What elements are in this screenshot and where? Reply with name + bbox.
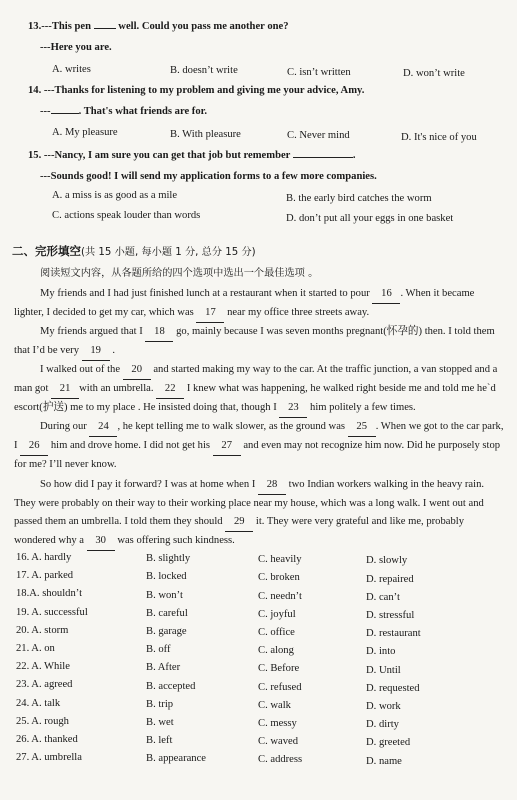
blank-24: 24 [89, 418, 117, 437]
choice-26-d: D. greeted [366, 737, 411, 749]
q13-reply: ---Here you are. [40, 42, 112, 53]
choice-25-c: C. messy [258, 718, 297, 729]
blank-25: 25 [348, 418, 376, 437]
choice-16-c: C. heavily [258, 554, 302, 566]
choice-19-b: B. careful [146, 607, 188, 619]
q14-option-a: A. My pleasure [52, 127, 118, 138]
choice-23-a: 23. A. agreed [16, 679, 73, 691]
q13-stem: 13.---This pen well. Could you pass me another one? [28, 21, 289, 32]
choice-21-a: 21. A. on [16, 643, 55, 654]
q13-option-d: D. won’t write [403, 68, 465, 79]
blank-27: 27 [213, 437, 241, 456]
choice-22-d: D. Until [366, 664, 401, 676]
choice-27-d: D. name [366, 755, 402, 767]
choice-18-d: D. can’t [366, 591, 400, 603]
choice-20-c: C. office [258, 627, 295, 638]
q13-option-a: A. writes [52, 64, 91, 75]
choice-21-d: D. into [366, 646, 396, 658]
choice-17-b: B. locked [146, 571, 187, 583]
choice-17-a: 17. A. parked [16, 570, 74, 582]
choice-16-d: D. slowly [366, 555, 408, 567]
choice-26-c: C. waved [258, 736, 299, 748]
q15-reply: ---Sounds good! I will send my application forms to a few more companies. [40, 171, 377, 182]
choice-22-c: C. Before [258, 663, 300, 675]
choice-20-d: D. restaurant [366, 628, 421, 640]
q15-option-a: A. a miss is as good as a mile [52, 190, 178, 201]
blank-19: 19 [82, 342, 110, 361]
choice-18-c: C. needn’t [258, 590, 302, 602]
choice-19-d: D. stressful [366, 609, 415, 621]
blank-20: 20 [123, 361, 151, 380]
choice-16-a: 16. A. hardly [16, 552, 72, 563]
passage-p2: My friends argued that I 18 go, mainly because I was seven months pregnant(怀孕的) then. I told them that I’d be very 19 . [14, 323, 504, 361]
q15-stem: 15. ---Nancy, I am sure you can get that job but remember . [28, 150, 356, 161]
choice-18-a: 18.A. shouldn’t [16, 588, 83, 600]
passage-p5: So how did I pay it forward? I was at home when I 28 two Indian workers walking in the heavy rain. They were probably on their way to their working place near my house, which was a long walk. I went out and passed them an umbrella. I told them they should 29 it. They were very grateful and like me, probably wondered why a 30 was offering such kindness. [14, 476, 504, 551]
choice-21-c: C. along [258, 645, 294, 657]
choice-16-b: B. slightly [146, 553, 191, 565]
q13-option-b: B. doesn’t write [170, 65, 238, 76]
choice-23-d: D. requested [366, 682, 420, 694]
choice-25-a: 25. A. rough [16, 715, 69, 727]
blank-18: 18 [145, 323, 173, 342]
q15-blank [293, 157, 353, 158]
choice-26-b: B. left [146, 735, 173, 747]
blank-17: 17 [196, 304, 224, 323]
q14-blank [51, 113, 79, 114]
blank-26: 26 [20, 437, 48, 456]
choice-24-a: 24. A. talk [16, 697, 61, 709]
choice-22-a: 22. A. While [16, 661, 70, 673]
q14-option-c: C. Never mind [287, 130, 350, 141]
choice-17-d: D. repaired [366, 573, 414, 585]
blank-28: 28 [258, 476, 286, 495]
blank-23: 23 [279, 399, 307, 418]
passage-p1: My friends and I had just finished lunch at a restaurant when it started to pour 16 . When it became lighter, I decided to get my car, which was 17 near my office three streets away. [14, 285, 504, 323]
q15-option-c: C. actions speak louder than words [52, 210, 201, 221]
section2-heading: 二、完形填空(共 15 小题, 每小题 1 分, 总分 15 分) [12, 244, 256, 258]
choice-24-d: D. work [366, 700, 401, 712]
choice-27-b: B. appearance [146, 753, 206, 765]
choice-18-b: B. won’t [146, 589, 183, 601]
passage-p3: I walked out of the 20 and started making my way to the car. At the traffic junction, a van stopped and a man got 21 with an umbrella. 22 I knew what was happening, he walked right beside me and told me he`d escort(护送) me to my place . He insisted doing that, though I 23 him politely a few times. [14, 361, 504, 418]
passage-p4: During our 24 , he kept telling me to walk slower, as the ground was 25 . When we got to the car park, I 26 him and drove home. I did not get his 27 and even may not recognize him now. Did he purposely stop for me? I’ll never know. [14, 418, 504, 474]
choice-20-a: 20. A. storm [16, 624, 69, 636]
choice-17-c: C. broken [258, 572, 300, 584]
choice-19-c: C. joyful [258, 608, 296, 620]
section2-instruction: 阅读短文内容，从各题所给的四个选项中选出一个最佳选项 。 [40, 268, 319, 279]
choice-23-b: B. accepted [146, 680, 196, 692]
blank-16: 16 [372, 285, 400, 304]
choice-26-a: 26. A. thanked [16, 734, 78, 745]
choice-24-c: C. walk [258, 699, 291, 711]
q14-reply: --- . That's what friends are for. [40, 106, 208, 117]
choice-24-b: B. trip [146, 698, 174, 710]
blank-29: 29 [225, 513, 253, 532]
choice-21-b: B. off [146, 644, 171, 656]
blank-30: 30 [87, 532, 115, 551]
choice-25-d: D. dirty [366, 719, 399, 731]
q14-stem: 14. ---Thanks for listening to my problem and giving me your advice, Amy. [28, 85, 365, 96]
q13-blank [94, 28, 116, 29]
q14-option-d: D. It's nice of you [401, 132, 477, 143]
choice-20-b: B. garage [146, 625, 187, 637]
blank-22: 22 [156, 380, 184, 399]
q13-option-c: C. isn’t written [287, 67, 351, 78]
q15-option-b: B. the early bird catches the worm [286, 193, 432, 204]
q15-option-d: D. don’t put all your eggs in one basket [286, 213, 454, 224]
choice-22-b: B. After [146, 662, 181, 674]
choice-25-b: B. wet [146, 716, 174, 728]
blank-21: 21 [51, 380, 79, 399]
choice-27-c: C. address [258, 754, 303, 766]
q14-option-b: B. With pleasure [170, 129, 241, 140]
choice-19-a: 19. A. successful [16, 606, 88, 618]
choice-27-a: 27. A. umbrella [16, 752, 82, 764]
choice-23-c: C. refused [258, 681, 302, 693]
